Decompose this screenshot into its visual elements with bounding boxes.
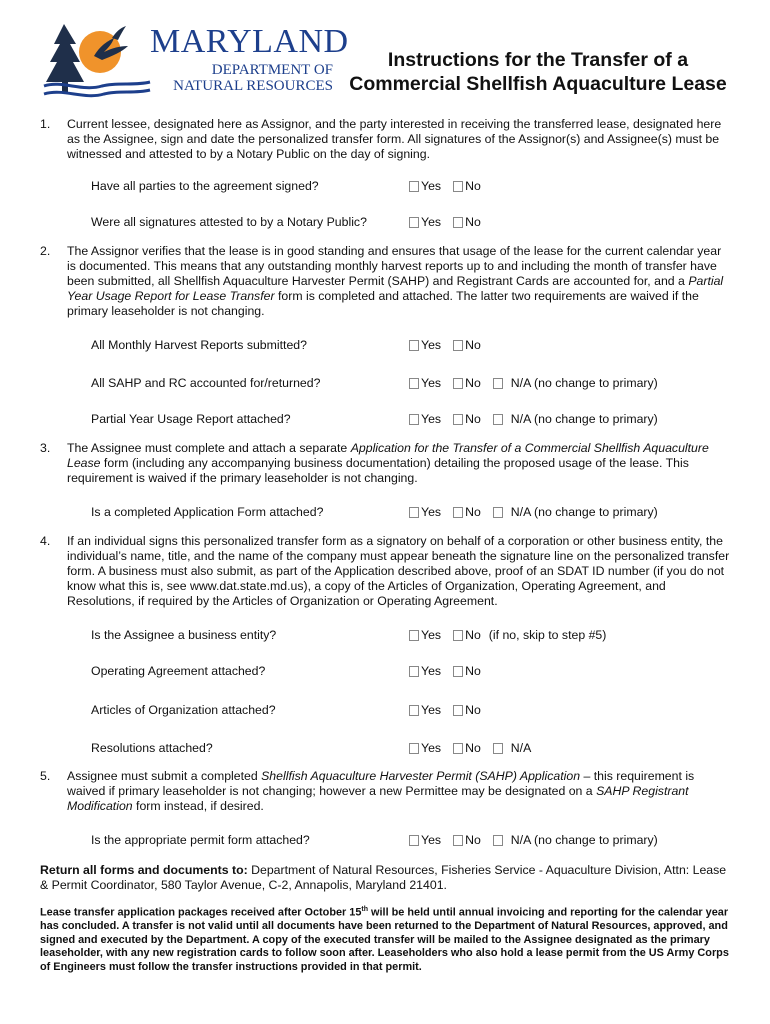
checkbox-icon[interactable] xyxy=(409,378,419,389)
question-row xyxy=(40,213,730,231)
yes-checkbox[interactable]: Yes xyxy=(409,505,441,520)
question-row xyxy=(40,177,730,195)
yes-checkbox[interactable]: Yes xyxy=(409,338,441,353)
checkbox-icon[interactable] xyxy=(409,705,419,716)
checkbox-icon[interactable] xyxy=(493,378,503,389)
item-number: 2. xyxy=(40,244,51,258)
item-text: The Assignor verifies that the lease is in good standing and ensures that usage of the lease for the current calendar year is documented. This means that any outstanding monthly harvest reports up to and including the month of transfer have been submitted, all Shellfish Aquaculture Harvester Permit (SAHP) and Registrant Cards are accounted for, and a Partial Year Usage Report for Lease Transfer form is completed and attached. The latter two requirements are waived if the primary leaseholder is not changing. xyxy=(67,244,724,318)
question-text: Were all signatures attested to by a Notary Public? xyxy=(91,214,367,229)
checkbox-icon[interactable] xyxy=(409,743,419,754)
yes-checkbox[interactable]: Yes xyxy=(409,376,441,391)
yes-checkbox[interactable]: Yes xyxy=(409,741,441,756)
checkbox-icon[interactable] xyxy=(453,630,463,641)
no-checkbox[interactable]: No xyxy=(453,833,481,848)
question-row xyxy=(40,701,730,719)
checkbox-icon[interactable] xyxy=(409,414,419,425)
yes-checkbox[interactable]: Yes xyxy=(409,215,441,230)
question-row xyxy=(40,831,730,849)
question-text: Resolutions attached? xyxy=(91,740,213,755)
checkbox-icon[interactable] xyxy=(453,507,463,518)
return-address xyxy=(40,863,730,893)
checkbox-icon[interactable] xyxy=(409,181,419,192)
no-checkbox[interactable]: No xyxy=(453,664,481,679)
instruction-item-2 xyxy=(40,244,730,319)
yes-checkbox[interactable]: Yes xyxy=(409,628,441,643)
question-row xyxy=(40,374,730,392)
checkbox-icon[interactable] xyxy=(453,414,463,425)
no-checkbox[interactable]: No xyxy=(453,215,481,230)
title-line-1: Instructions for the Transfer of a xyxy=(387,49,689,71)
checkbox-icon[interactable] xyxy=(453,340,463,351)
question-text: Partial Year Usage Report attached? xyxy=(91,411,291,426)
logo-title: MARYLAND xyxy=(150,23,349,60)
question-row xyxy=(40,410,730,428)
dnr-emblem-icon xyxy=(42,16,152,102)
checkbox-icon[interactable] xyxy=(453,378,463,389)
no-checkbox[interactable]: No xyxy=(453,505,481,520)
instruction-item-1 xyxy=(40,117,730,162)
na-checkbox[interactable]: N/A (no change to primary) xyxy=(493,833,658,848)
question-text: Articles of Organization attached? xyxy=(91,702,276,717)
question-row xyxy=(40,626,730,644)
checkbox-icon[interactable] xyxy=(409,835,419,846)
dnr-wordmark xyxy=(150,16,349,94)
instruction-item-4 xyxy=(40,534,730,609)
checkbox-icon[interactable] xyxy=(409,630,419,641)
return-label: Return all forms and documents to: xyxy=(40,863,248,877)
checkbox-icon[interactable] xyxy=(493,507,503,518)
checkbox-icon[interactable] xyxy=(493,835,503,846)
logo-subtitle-1: DEPARTMENT OF xyxy=(211,62,333,78)
na-checkbox[interactable]: N/A (no change to primary) xyxy=(493,376,658,391)
question-row xyxy=(40,662,730,680)
item-text: Assignee must submit a completed Shellfish Aquaculture Harvester Permit (SAHP) Application – this requirement is waived if primary leaseholder is not changing; however a new Permittee may be designated on a SAHP Registrant Modification form instead, if desired. xyxy=(67,769,695,813)
checkbox-icon[interactable] xyxy=(453,666,463,677)
question-text: All SAHP and RC accounted for/returned? xyxy=(91,375,321,390)
instructions-body xyxy=(40,117,730,974)
item-text: If an individual signs this personalized transfer form as a signatory on behalf of a corporation or other business entity, the individual’s name, title, and the name of the company must appear beneath the signature line on the personalized transfer form. A business must also submit, as part of the Application described above, proof of an SDAT ID number (if you do not know what this is, see www.dat.state.md.us), a copy of the Articles of Organization, Operating Agreement, and Resolutions, if required by the Articles of Organization or Operating Agreement. xyxy=(67,534,730,608)
title-line-2: Commercial Shellfish Aquaculture Lease xyxy=(349,73,727,95)
no-checkbox[interactable]: No xyxy=(453,412,481,427)
no-checkbox[interactable]: No (if no, skip to step #5) xyxy=(453,628,606,643)
checkbox-icon[interactable] xyxy=(453,705,463,716)
no-checkbox[interactable]: No xyxy=(453,376,481,391)
logo-subtitle-2: NATURAL RESOURCES xyxy=(173,78,333,94)
checkbox-icon[interactable] xyxy=(409,217,419,228)
yes-checkbox[interactable]: Yes xyxy=(409,179,441,194)
final-notice: Lease transfer application packages received after October 15th will be held until annual invoicing and reporting for the calendar year has concluded. A transfer is not valid until all documents have been returned to the Department of Natural Resources, approved, and signed and executed by the Department. A copy of the executed transfer will be mailed to the Assignee designated as the primary leaseholder, with any new registration cards to follow soon after. Leaseholders who also hold a lease permit from the US Army Corps of Engineers must follow the transfer instructions provided in that permit. xyxy=(40,906,729,973)
question-text: All Monthly Harvest Reports submitted? xyxy=(91,337,307,352)
item-number: 3. xyxy=(40,441,51,455)
question-row xyxy=(40,739,730,757)
question-text: Operating Agreement attached? xyxy=(91,663,266,678)
item-number: 4. xyxy=(40,534,51,548)
item-text: Current lessee, designated here as Assignor, and the party interested in receiving the transferred lease, designated here as the Assignee, sign and date the personalized transfer form. All signatures of the Assignor(s) and Assignee(s) must be witnessed and attested to by a Notary Public on the day of signing. xyxy=(67,117,722,161)
na-checkbox[interactable]: N/A (no change to primary) xyxy=(493,412,658,427)
yes-checkbox[interactable]: Yes xyxy=(409,412,441,427)
item-text: The Assignee must complete and attach a separate Application for the Transfer of a Commercial Shellfish Aquaculture Lease form (including any accompanying business documentation) detailing the proposed usage of the lease. This requirement is waived if the primary leaseholder is not changing. xyxy=(67,441,709,485)
checkbox-icon[interactable] xyxy=(453,181,463,192)
checkbox-icon[interactable] xyxy=(409,507,419,518)
document-title xyxy=(340,48,736,96)
checkbox-icon[interactable] xyxy=(493,743,503,754)
item-number: 1. xyxy=(40,117,51,131)
checkbox-icon[interactable] xyxy=(493,414,503,425)
question-text: Is a completed Application Form attached? xyxy=(91,504,324,519)
question-text: Is the appropriate permit form attached? xyxy=(91,832,310,847)
question-text: Have all parties to the agreement signed? xyxy=(91,178,319,193)
yes-checkbox[interactable]: Yes xyxy=(409,833,441,848)
no-checkbox[interactable]: No xyxy=(453,703,481,718)
no-checkbox[interactable]: No xyxy=(453,179,481,194)
na-checkbox[interactable]: N/A (no change to primary) xyxy=(493,505,658,520)
dnr-logo xyxy=(42,16,349,102)
return-text: Department of Natural Resources, Fisheries Service - Aquaculture Division, Attn: Lease & Permit Coordinator, 580 Taylor Avenue, C-2, Annapolis, Maryland 21401. xyxy=(40,863,727,892)
skip-note: (if no, skip to step #5) xyxy=(488,627,607,642)
item-number: 5. xyxy=(40,769,51,783)
instruction-item-3 xyxy=(40,441,730,486)
no-checkbox[interactable]: No xyxy=(453,741,481,756)
checkbox-icon[interactable] xyxy=(409,340,419,351)
instruction-item-5 xyxy=(40,769,730,814)
no-checkbox[interactable]: No xyxy=(453,338,481,353)
question-row xyxy=(40,503,730,521)
na-checkbox[interactable]: N/A xyxy=(493,741,532,756)
checkbox-icon[interactable] xyxy=(409,666,419,677)
question-text: Is the Assignee a business entity? xyxy=(91,627,277,642)
checkbox-icon[interactable] xyxy=(453,835,463,846)
yes-checkbox[interactable]: Yes xyxy=(409,703,441,718)
checkbox-icon[interactable] xyxy=(453,217,463,228)
question-row xyxy=(40,336,730,354)
yes-checkbox[interactable]: Yes xyxy=(409,664,441,679)
checkbox-icon[interactable] xyxy=(453,743,463,754)
